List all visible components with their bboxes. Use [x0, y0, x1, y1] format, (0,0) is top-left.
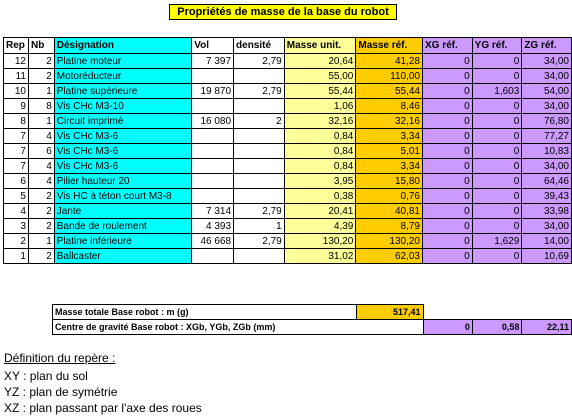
xg-cell[interactable]: 0 — [423, 219, 473, 234]
rep-cell[interactable]: 12 — [4, 54, 29, 69]
designation-cell[interactable]: Vis CHc M3-6 — [54, 144, 191, 159]
header-ref-mass[interactable]: Masse réf. — [356, 38, 423, 54]
table-row — [4, 84, 572, 99]
density-cell[interactable] — [234, 99, 285, 114]
rep-cell[interactable]: 1 — [4, 249, 29, 264]
header-xg[interactable]: XG réf. — [423, 38, 473, 54]
volume-cell[interactable] — [192, 189, 234, 204]
yg-cell[interactable]: 0 — [472, 159, 522, 174]
xg-cell[interactable]: 0 — [423, 114, 473, 129]
ref-mass-cell[interactable]: 32,16 — [356, 114, 423, 129]
rep-cell[interactable]: 11 — [4, 69, 29, 84]
table-row — [4, 99, 572, 114]
nb-cell[interactable]: 1 — [28, 114, 54, 129]
rep-cell[interactable]: 4 — [4, 204, 29, 219]
nb-cell[interactable]: 2 — [28, 54, 54, 69]
note-line-xz: XZ : plan passant par l'axe des roues — [4, 401, 202, 415]
volume-cell[interactable] — [192, 159, 234, 174]
zg-cell[interactable]: 10,83 — [522, 144, 572, 159]
density-cell[interactable]: 1 — [234, 219, 285, 234]
table-row — [4, 144, 572, 159]
header-zg[interactable]: ZG réf. — [522, 38, 572, 54]
note-line-yz: YZ : plan de symétrie — [4, 385, 118, 399]
table-row — [4, 219, 572, 234]
rep-cell[interactable]: 8 — [4, 114, 29, 129]
xg-cell[interactable]: 0 — [423, 159, 473, 174]
nb-cell[interactable]: 8 — [28, 99, 54, 114]
rep-cell[interactable]: 7 — [4, 144, 29, 159]
zg-cell[interactable]: 34,00 — [522, 99, 572, 114]
zg-cell[interactable]: 33,98 — [522, 204, 572, 219]
yg-cell[interactable]: 0 — [472, 99, 522, 114]
mass-properties-table — [3, 37, 572, 264]
header-unit-mass[interactable]: Masse unit. — [284, 38, 356, 54]
total-mass-value[interactable]: 517,41 — [356, 305, 423, 320]
xg-cell[interactable]: 0 — [423, 249, 473, 264]
table-row — [4, 114, 572, 129]
zg-cell[interactable]: 54,00 — [522, 84, 572, 99]
yg-cell[interactable]: 1,603 — [472, 84, 522, 99]
xg-cell[interactable]: 0 — [423, 144, 473, 159]
density-cell[interactable] — [234, 174, 285, 189]
density-cell[interactable]: 2,79 — [234, 84, 285, 99]
xg-cell[interactable]: 0 — [423, 129, 473, 144]
table-row — [4, 69, 572, 84]
designation-cell[interactable]: Platine inférieure — [54, 234, 191, 249]
yg-cell[interactable]: 0 — [472, 54, 522, 69]
unit-mass-cell[interactable]: 20,64 — [284, 54, 356, 69]
designation-cell[interactable]: Circuit imprimé — [54, 114, 191, 129]
rep-cell[interactable]: 7 — [4, 159, 29, 174]
header-row — [4, 38, 572, 54]
nb-cell[interactable]: 6 — [28, 144, 54, 159]
ref-mass-cell[interactable]: 3,34 — [356, 129, 423, 144]
xg-cell[interactable]: 0 — [423, 204, 473, 219]
rep-cell[interactable]: 2 — [4, 234, 29, 249]
ref-mass-cell[interactable]: 15,80 — [356, 174, 423, 189]
unit-mass-cell[interactable]: 20,41 — [284, 204, 356, 219]
volume-cell[interactable]: 7 397 — [192, 54, 234, 69]
ref-mass-cell[interactable]: 0,76 — [356, 189, 423, 204]
zg-cell[interactable]: 10,69 — [522, 249, 572, 264]
blank-cell — [472, 305, 522, 320]
designation-cell[interactable]: Vis CHc M3-10 — [54, 99, 191, 114]
ref-mass-cell[interactable]: 3,34 — [356, 159, 423, 174]
yg-cell[interactable]: 0 — [472, 204, 522, 219]
rep-cell[interactable]: 9 — [4, 99, 29, 114]
unit-mass-cell[interactable]: 130,20 — [284, 234, 356, 249]
ref-mass-cell[interactable]: 62,03 — [356, 249, 423, 264]
cog-label[interactable]: Centre de gravité Base robot : XGb, YGb, ZGb (mm) — [53, 320, 424, 335]
ref-mass-cell[interactable]: 40,81 — [356, 204, 423, 219]
yg-cell[interactable]: 0 — [472, 174, 522, 189]
ref-mass-cell[interactable]: 130,20 — [356, 234, 423, 249]
designation-cell[interactable]: Vis CHc M3-6 — [54, 129, 191, 144]
yg-cell[interactable]: 0 — [472, 189, 522, 204]
volume-cell[interactable] — [192, 99, 234, 114]
nb-cell[interactable]: 4 — [28, 129, 54, 144]
density-cell[interactable]: 2 — [234, 114, 285, 129]
volume-cell[interactable]: 4 393 — [192, 219, 234, 234]
header-density[interactable]: densité — [234, 38, 285, 54]
zg-cell[interactable]: 34,00 — [522, 54, 572, 69]
unit-mass-cell[interactable]: 32,16 — [284, 114, 356, 129]
ref-mass-cell[interactable]: 110,00 — [356, 69, 423, 84]
volume-cell[interactable] — [192, 144, 234, 159]
unit-mass-cell[interactable]: 0,84 — [284, 159, 356, 174]
yg-cell[interactable]: 0 — [472, 219, 522, 234]
ref-mass-cell[interactable]: 8,79 — [356, 219, 423, 234]
zg-cell[interactable]: 76,80 — [522, 114, 572, 129]
xg-cell[interactable]: 0 — [423, 189, 473, 204]
zg-cell[interactable]: 34,00 — [522, 219, 572, 234]
unit-mass-cell[interactable]: 4,39 — [284, 219, 356, 234]
table-row — [4, 234, 572, 249]
nb-cell[interactable]: 1 — [28, 234, 54, 249]
designation-cell[interactable]: Vis CHc M3-6 — [54, 159, 191, 174]
xg-cell[interactable]: 0 — [423, 174, 473, 189]
table-row — [4, 204, 572, 219]
unit-mass-cell[interactable]: 3,95 — [284, 174, 356, 189]
notes-heading: Définition du repère : — [4, 351, 116, 365]
density-cell[interactable] — [234, 189, 285, 204]
yg-cell[interactable]: 1,629 — [472, 234, 522, 249]
yg-cell[interactable]: 0 — [472, 69, 522, 84]
volume-cell[interactable]: 19 870 — [192, 84, 234, 99]
rep-cell[interactable]: 6 — [4, 174, 29, 189]
unit-mass-cell[interactable]: 0,84 — [284, 144, 356, 159]
designation-cell[interactable]: Motoréducteur — [54, 69, 191, 84]
zg-cell[interactable]: 34,00 — [522, 69, 572, 84]
zg-cell[interactable]: 34,00 — [522, 159, 572, 174]
designation-cell[interactable]: Pilier hauteur 20 — [54, 174, 191, 189]
rep-cell[interactable]: 5 — [4, 189, 29, 204]
blank-cell — [522, 305, 572, 320]
xg-cell[interactable]: 0 — [423, 234, 473, 249]
unit-mass-cell[interactable]: 0,84 — [284, 129, 356, 144]
frame-definition-notes — [4, 350, 202, 416]
density-cell[interactable]: 2,79 — [234, 54, 285, 69]
density-cell[interactable] — [234, 69, 285, 84]
yg-cell[interactable]: 0 — [472, 129, 522, 144]
nb-cell[interactable]: 2 — [28, 69, 54, 84]
volume-cell[interactable] — [192, 249, 234, 264]
header-rep[interactable]: Rep — [4, 38, 29, 54]
table-row — [4, 249, 572, 264]
ref-mass-cell[interactable]: 55,44 — [356, 84, 423, 99]
total-mass-row — [53, 305, 572, 320]
volume-cell[interactable] — [192, 174, 234, 189]
rep-cell[interactable]: 7 — [4, 129, 29, 144]
unit-mass-cell[interactable]: 1,06 — [284, 99, 356, 114]
volume-cell[interactable]: 7 314 — [192, 204, 234, 219]
unit-mass-cell[interactable]: 55,00 — [284, 69, 356, 84]
designation-cell[interactable]: Bande de roulement — [54, 219, 191, 234]
unit-mass-cell[interactable]: 55,44 — [284, 84, 356, 99]
zg-cell[interactable]: 39,43 — [522, 189, 572, 204]
nb-cell[interactable]: 2 — [28, 204, 54, 219]
nb-cell[interactable]: 2 — [28, 219, 54, 234]
header-nb[interactable]: Nb — [28, 38, 54, 54]
designation-cell[interactable]: Ballcaster — [54, 249, 191, 264]
ref-mass-cell[interactable]: 8,46 — [356, 99, 423, 114]
designation-cell[interactable]: Platine supérieure — [54, 84, 191, 99]
xg-cell[interactable]: 0 — [423, 54, 473, 69]
volume-cell[interactable] — [192, 69, 234, 84]
nb-cell[interactable]: 4 — [28, 174, 54, 189]
density-cell[interactable] — [234, 144, 285, 159]
unit-mass-cell[interactable]: 31,02 — [284, 249, 356, 264]
designation-cell[interactable]: Jante — [54, 204, 191, 219]
ref-mass-cell[interactable]: 41,28 — [356, 54, 423, 69]
table-row — [4, 174, 572, 189]
cog-zg[interactable]: 22,11 — [522, 320, 572, 335]
table-row — [4, 159, 572, 174]
header-vol[interactable]: Vol — [192, 38, 234, 54]
zg-cell[interactable]: 14,00 — [522, 234, 572, 249]
nb-cell[interactable]: 2 — [28, 249, 54, 264]
cog-yg[interactable]: 0,58 — [472, 320, 522, 335]
density-cell[interactable] — [234, 129, 285, 144]
density-cell[interactable] — [234, 249, 285, 264]
center-of-gravity-row — [53, 320, 572, 335]
rep-cell[interactable]: 3 — [4, 219, 29, 234]
cog-xg[interactable]: 0 — [423, 320, 472, 335]
sheet-title: Propriétés de masse de la base du robot — [169, 4, 397, 20]
nb-cell[interactable]: 4 — [28, 159, 54, 174]
totals-table — [52, 304, 572, 335]
density-cell[interactable]: 2,79 — [234, 204, 285, 219]
blank-cell — [423, 305, 472, 320]
zg-cell[interactable]: 64,46 — [522, 174, 572, 189]
xg-cell[interactable]: 0 — [423, 69, 473, 84]
density-cell[interactable] — [234, 159, 285, 174]
header-designation[interactable]: Désignation — [54, 38, 191, 54]
xg-cell[interactable]: 0 — [423, 84, 473, 99]
xg-cell[interactable]: 0 — [423, 99, 473, 114]
table-row — [4, 189, 572, 204]
ref-mass-cell[interactable]: 5,01 — [356, 144, 423, 159]
volume-cell[interactable]: 16 080 — [192, 114, 234, 129]
total-mass-label[interactable]: Masse totale Base robot : m (g) — [53, 305, 357, 320]
zg-cell[interactable]: 77,27 — [522, 129, 572, 144]
table-row — [4, 129, 572, 144]
nb-cell[interactable]: 2 — [28, 189, 54, 204]
unit-mass-cell[interactable]: 0,38 — [284, 189, 356, 204]
note-line-xy: XY : plan du sol — [4, 369, 88, 383]
yg-cell[interactable]: 0 — [472, 114, 522, 129]
designation-cell[interactable]: Platine moteur — [54, 54, 191, 69]
volume-cell[interactable] — [192, 129, 234, 144]
table-row — [4, 54, 572, 69]
nb-cell[interactable]: 1 — [28, 84, 54, 99]
designation-cell[interactable]: Vis HC à téton court M3-8 — [54, 189, 191, 204]
rep-cell[interactable]: 10 — [4, 84, 29, 99]
yg-cell[interactable]: 0 — [472, 249, 522, 264]
density-cell[interactable]: 2,79 — [234, 234, 285, 249]
volume-cell[interactable]: 46 668 — [192, 234, 234, 249]
header-yg[interactable]: YG réf. — [472, 38, 522, 54]
yg-cell[interactable]: 0 — [472, 144, 522, 159]
